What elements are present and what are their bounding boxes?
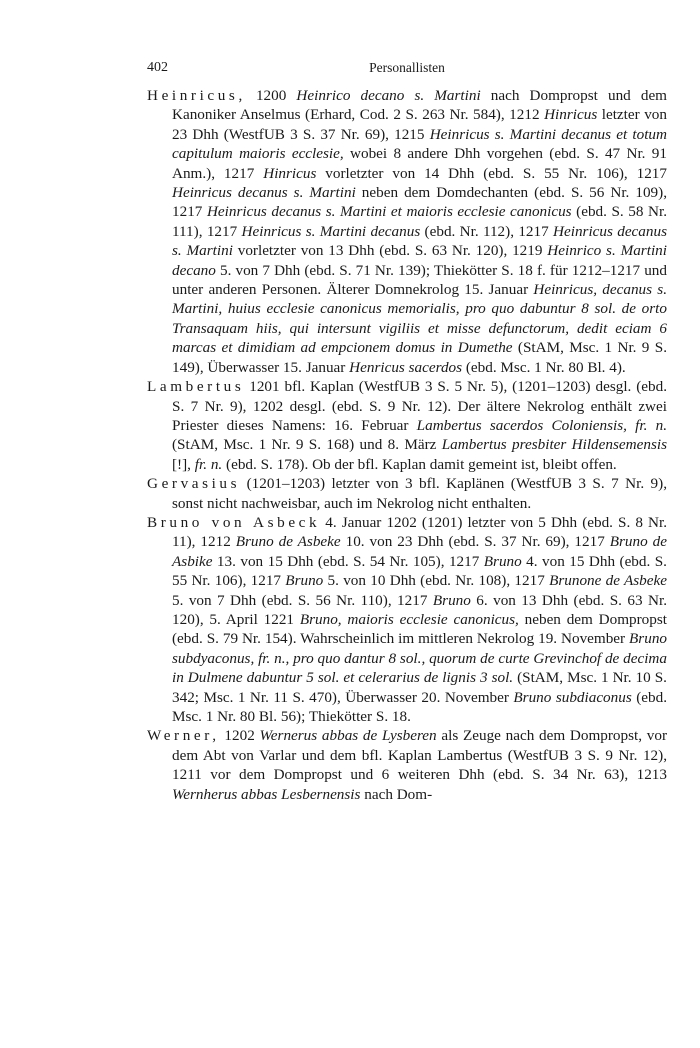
- body-text: [!],: [172, 455, 195, 473]
- body-text: (1201–1203) letzter von 3 bfl. Kaplänen (WestfUB 3 S. 7 Nr. 9), sonst nicht nachweisbar, auch im Nekrolog nicht enthalten.: [172, 475, 667, 512]
- italic-text: Heinrico s. Martini decano: [172, 242, 667, 279]
- body-text: wobei 8 andere Dhh vorgehen (ebd. S. 47 Nr. 91 Anm.), 1217: [172, 145, 667, 182]
- body-text: vorletzter von 13 Dhh (ebd. S. 63 Nr. 120), 1219: [232, 242, 548, 260]
- body-text: 6. von 13 Dhh (ebd. S. 63 Nr. 120), 5. April 1221: [172, 591, 667, 628]
- entry-name: Lambertus: [147, 378, 245, 396]
- italic-text: fr. n.: [194, 455, 223, 473]
- body-text: vorletzter von 14 Dhh (ebd. S. 55 Nr. 106), 1217: [316, 164, 667, 182]
- entry-name: Gervasius: [147, 475, 241, 493]
- italic-text: Bruno subdyaconus, fr. n., pro quo dantur 8 sol., quorum de curte Grevinchof de decima in Dulmene dabuntur 5 sol. et celerarius de lignis 3 sol.: [172, 630, 667, 687]
- entry-name: Werner,: [147, 727, 220, 745]
- italic-text: Lambertus presbiter Hildensemensis: [441, 436, 667, 454]
- italic-text: Heinrico decano s. Martini: [296, 87, 481, 104]
- italic-text: Bruno: [285, 572, 324, 590]
- body-text: letzter von 23 Dhh (WestfUB 3 S. 37 Nr. 69), 1215: [172, 106, 667, 143]
- body-text: neben dem Domdechanten (ebd. S. 56 Nr. 109), 1217: [172, 184, 667, 221]
- italic-text: Heinricus decanus s. Martini: [172, 222, 667, 260]
- italic-text: Bruno de Asbeke: [235, 533, 341, 551]
- italic-text: Hinricus: [544, 106, 598, 124]
- entry-lambertus: [147, 377, 667, 474]
- italic-text: Heinricus decanus s. Martini et maioris ecclesie canonicus: [206, 203, 572, 221]
- body-text: (ebd. Msc. 1 Nr. 80 Bl. 4).: [462, 358, 626, 376]
- body-text: (StAM, Msc. 1 Nr. 10 S. 342; Msc. 1 Nr. 11 S. 470), Überwasser 20. November: [172, 669, 667, 706]
- italic-text: Bruno, maioris ecclesie canonicus,: [299, 610, 519, 628]
- entry-name: Bruno von Asbeck: [147, 513, 321, 531]
- italic-text: Hinricus: [263, 164, 317, 182]
- italic-text: Lambertus sacerdos Coloniensis, fr. n.: [416, 416, 667, 434]
- body-text: (StAM, Msc. 1 Nr. 9 S. 149), Überwasser 15. Januar: [172, 339, 667, 376]
- body-text: 1201 bfl. Kaplan (WestfUB 3 S. 5 Nr. 5), (1201–1203) desgl. (ebd. S. 7 Nr. 9), 1202 desgl. (ebd. S. 9 Nr. 12). Der ältere Nekrolog enthält zwei Priester dieses Namens: 16. Februar: [172, 378, 667, 434]
- body-text: (ebd. S. 178). Ob der bfl. Kaplan damit gemeint ist, bleibt offen.: [222, 455, 617, 473]
- entry-heinricus: [147, 86, 667, 377]
- italic-text: Brunone de Asbeke: [549, 572, 667, 590]
- entry-name: Heinricus,: [147, 87, 246, 104]
- body-text: 1202: [219, 727, 260, 745]
- italic-text: Wernerus abbas de Lysberen: [259, 727, 437, 745]
- body-text: neben dem Dompropst (ebd. S. 79 Nr. 154). Wahrscheinlich im mittleren Nekrolog 19. November: [172, 610, 667, 648]
- body-text: 5. von 7 Dhh (ebd. S. 56 Nr. 110), 1217: [172, 591, 433, 609]
- entry-werner: [147, 726, 667, 804]
- body-text: 1200: [245, 87, 297, 104]
- body-text: 13. von 15 Dhh (ebd. S. 54 Nr. 105), 1217: [212, 552, 484, 570]
- italic-text: Bruno subdiaconus: [513, 688, 632, 706]
- body-text: nach Dom-: [360, 785, 433, 803]
- running-title: Personallisten: [369, 60, 445, 75]
- body-text: (ebd. S. 58 Nr. 111), 1217: [172, 203, 667, 240]
- body-text: (ebd. Msc. 1 Nr. 80 Bl. 56); Thiekötter S. 18.: [172, 688, 668, 725]
- body-text: 10. von 23 Dhh (ebd. S. 37 Nr. 69), 1217: [340, 533, 610, 551]
- italic-text: Heinricus, decanus s. Martini, huius ecclesie canonicus memorialis, pro quo dabuntur 8 sol. de orto Transaquam hiis, qui intersunt vigiliis et misse defunctorum, dedit eciam 6 marcas et dimidiam ad empcionem domus in Dumethe: [172, 281, 667, 357]
- italic-text: Heinricus decanus s. Martini: [172, 184, 356, 202]
- italic-text: Henricus sacerdos: [349, 358, 463, 376]
- italic-text: Heinricus s. Martini decanus: [241, 222, 421, 240]
- italic-text: Bruno: [432, 591, 471, 609]
- italic-text: Heinricus s. Martini decanus et totum capitulum maioris ecclesie,: [172, 125, 667, 163]
- entry-list: [147, 86, 667, 804]
- italic-text: Bruno de Asbike: [172, 533, 667, 570]
- body-text: (StAM, Msc. 1 Nr. 9 S. 168) und 8. März: [172, 436, 442, 454]
- italic-text: Bruno: [483, 552, 522, 570]
- body-text: 4. von 15 Dhh (ebd. S. 55 Nr. 106), 1217: [172, 552, 667, 590]
- body-text: (ebd. Nr. 112), 1217: [420, 222, 554, 240]
- body-text: 4. Januar 1202 (1201) letzter von 5 Dhh (ebd. S. 8 Nr. 11), 1212: [172, 513, 667, 551]
- body-text: als Zeuge nach dem Dompropst, vor dem Abt von Varlar und dem bfl. Kaplan Lambertus (WestfUB 3 S. 9 Nr. 12), 1211 vor dem Dompropst und 6 weiteren Dhh (ebd. S. 34 Nr. 63), 1213: [172, 727, 667, 784]
- body-text: 5. von 10 Dhh (ebd. Nr. 108), 1217: [323, 572, 550, 590]
- entry-gervasius: [147, 474, 667, 513]
- entry-bruno-von-asbeck: [147, 513, 667, 726]
- italic-text: Wernherus abbas Lesbernensis: [172, 785, 361, 803]
- page-header: [147, 60, 667, 82]
- body-text: nach Dompropst und dem Kanoniker Anselmus (Erhard, Cod. 2 S. 263 Nr. 584), 1212: [172, 87, 667, 124]
- body-text: 5. von 7 Dhh (ebd. S. 71 Nr. 139); Thiekötter S. 18 f. für 1212–1217 und unter anderen Personen. Älterer Domnekrolog 15. Januar: [172, 261, 667, 299]
- page-number: 402: [147, 60, 168, 75]
